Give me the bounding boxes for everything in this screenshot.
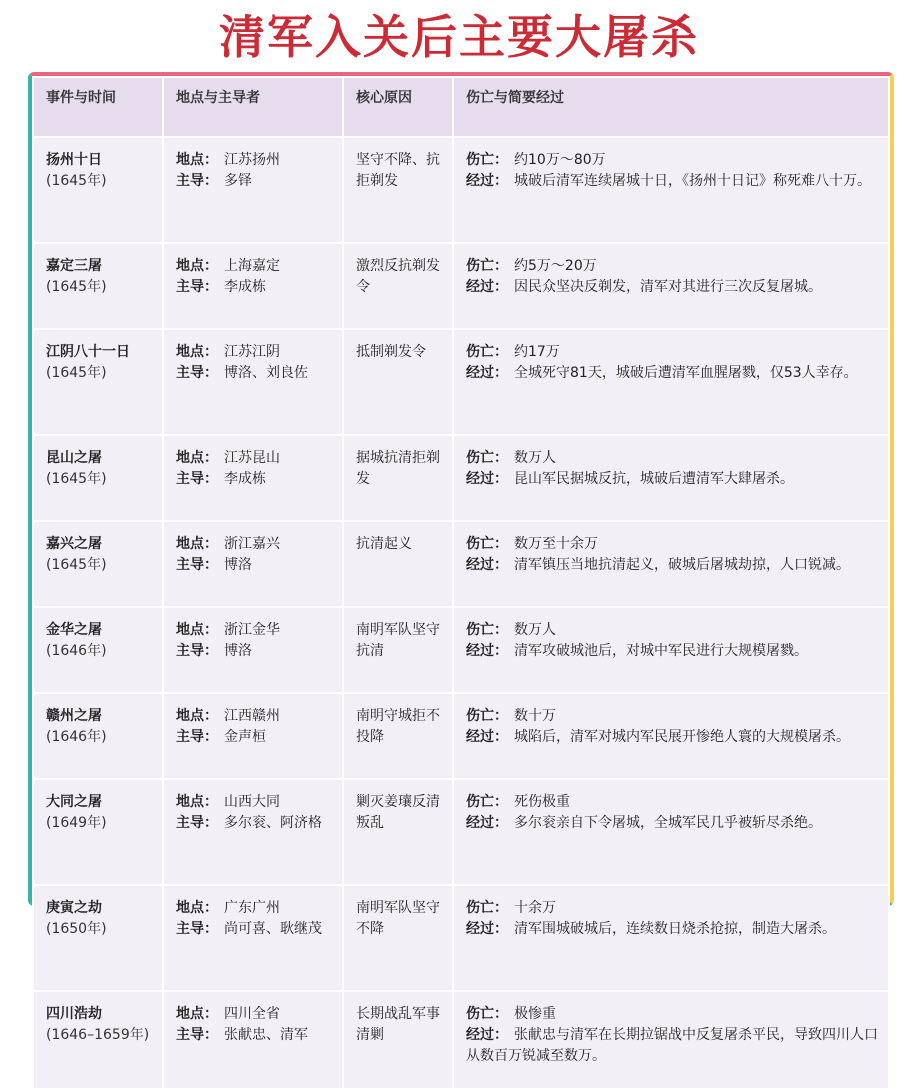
table-body [33,137,889,1089]
casualty-value: 极惨重 [514,1006,556,1022]
event-year: (1646年) [46,729,107,745]
place-leader-cell [163,435,343,521]
place-line [176,534,334,555]
header-casualty-process: 伤亡与简要经过 [453,77,889,137]
place-leader-cell [163,243,343,329]
place-leader-cell [163,779,343,885]
header-event-time: 事件与时间 [33,77,163,137]
reason-cell: 抗清起义 [343,521,453,607]
casualty-process-cell [453,329,889,435]
casualty-value: 数万至十余万 [514,536,598,552]
place-value: 浙江金华 [224,622,280,638]
process-line [466,555,880,576]
process-value: 多尔衮亲自下令屠城，全城军民几乎被斩尽杀绝。 [514,815,822,831]
leader-line [176,1025,334,1046]
casualty-line [466,256,880,277]
process-line [466,171,880,192]
leader-line [176,469,334,490]
event-year: (1646年) [46,643,107,659]
casualty-line [466,150,880,171]
casualty-process-cell [453,435,889,521]
leader-label: 主导： [176,365,218,381]
casualty-line [466,342,880,363]
casualty-value: 数万人 [514,622,556,638]
process-label: 经过： [466,173,508,189]
casualty-label: 伤亡： [466,258,508,274]
place-label: 地点： [176,1006,218,1022]
event-year: (1645年) [46,471,107,487]
leader-value: 博洛、刘良佐 [224,365,308,381]
casualty-value: 数十万 [514,708,556,724]
process-value: 城破后清军连续屠城十日，《扬州十日记》称死难八十万。 [514,173,871,189]
header-core-reason: 核心原因 [343,77,453,137]
casualty-label: 伤亡： [466,1006,508,1022]
place-line [176,150,334,171]
casualty-label: 伤亡： [466,900,508,916]
process-line [466,919,880,940]
leader-line [176,813,334,834]
place-leader-cell [163,885,343,991]
leader-value: 李成栋 [224,279,266,295]
process-line [466,277,880,298]
reason-cell: 抵制剃发令 [343,329,453,435]
event-cell [33,329,163,435]
process-value: 全城死守81天，城破后遭清军血腥屠戮，仅53人幸存。 [514,365,858,381]
leader-line [176,363,334,384]
event-name: 四川浩劫 [46,1006,102,1022]
leader-label: 主导： [176,1027,218,1043]
process-label: 经过： [466,643,508,659]
leader-value: 金声桓 [224,729,266,745]
process-label: 经过： [466,365,508,381]
place-leader-cell [163,607,343,693]
event-name: 大同之屠 [46,794,102,810]
casualty-value: 数万人 [514,450,556,466]
event-year: (1645年) [46,279,107,295]
place-line [176,898,334,919]
place-line [176,706,334,727]
process-label: 经过： [466,815,508,831]
event-name: 金华之屠 [46,622,102,638]
leader-value: 多尔衮、阿济格 [224,815,322,831]
event-cell [33,435,163,521]
place-line [176,792,334,813]
reason-cell: 长期战乱军事清剿 [343,991,453,1089]
process-line [466,641,880,662]
casualty-label: 伤亡： [466,536,508,552]
header-place-leader: 地点与主导者 [163,77,343,137]
casualty-label: 伤亡： [466,622,508,638]
event-cell [33,243,163,329]
place-label: 地点： [176,622,218,638]
casualty-value: 约17万 [514,344,560,360]
leader-label: 主导： [176,471,218,487]
leader-label: 主导： [176,557,218,573]
place-leader-cell [163,137,343,243]
casualty-process-cell [453,693,889,779]
table-row [33,243,889,329]
leader-label: 主导： [176,173,218,189]
event-name: 嘉兴之屠 [46,536,102,552]
event-cell [33,607,163,693]
event-cell [33,991,163,1089]
place-leader-cell [163,991,343,1089]
place-value: 江苏扬州 [224,152,280,168]
leader-value: 博洛 [224,557,252,573]
casualty-label: 伤亡： [466,344,508,360]
leader-label: 主导： [176,921,218,937]
process-label: 经过： [466,471,508,487]
leader-line [176,171,334,192]
leader-value: 多铎 [224,173,252,189]
event-year: (1650年) [46,921,107,937]
place-line [176,448,334,469]
casualty-line [466,898,880,919]
leader-value: 尚可喜、耿继茂 [224,921,322,937]
process-label: 经过： [466,921,508,937]
place-line [176,620,334,641]
casualty-process-cell [453,137,889,243]
leader-line [176,919,334,940]
event-name: 扬州十日 [46,152,102,168]
place-line [176,342,334,363]
casualty-process-cell [453,243,889,329]
process-label: 经过： [466,279,508,295]
process-value: 张献忠与清军在长期拉锯战中反复屠杀平民，导致四川人口从数百万锐减至数万。 [466,1027,878,1064]
leader-line [176,277,334,298]
process-value: 清军围城破城后，连续数日烧杀抢掠，制造大屠杀。 [514,921,836,937]
casualty-process-cell [453,607,889,693]
event-cell [33,521,163,607]
table-row [33,137,889,243]
process-line [466,813,880,834]
casualty-line [466,534,880,555]
place-value: 江西赣州 [224,708,280,724]
table-row [33,521,889,607]
casualty-label: 伤亡： [466,708,508,724]
place-value: 上海嘉定 [224,258,280,274]
casualty-line [466,792,880,813]
place-value: 江苏昆山 [224,450,280,466]
leader-line [176,727,334,748]
process-label: 经过： [466,557,508,573]
leader-value: 博洛 [224,643,252,659]
process-line [466,1025,880,1067]
casualty-line [466,448,880,469]
process-value: 昆山军民据城反抗，城破后遭清军大肆屠杀。 [514,471,794,487]
page-title: 清军入关后主要大屠杀 [219,10,699,64]
place-leader-cell [163,521,343,607]
place-value: 浙江嘉兴 [224,536,280,552]
event-cell [33,885,163,991]
leader-label: 主导： [176,815,218,831]
event-cell [33,137,163,243]
event-name: 昆山之屠 [46,450,102,466]
table-row [33,779,889,885]
place-value: 山西大同 [224,794,280,810]
reason-cell: 南明军队坚守抗清 [343,607,453,693]
place-label: 地点： [176,708,218,724]
table-row [33,991,889,1089]
casualty-process-cell [453,779,889,885]
process-line [466,363,880,384]
place-line [176,256,334,277]
massacre-table [32,76,890,1090]
casualty-process-cell [453,885,889,991]
reason-cell: 剿灭姜瓖反清叛乱 [343,779,453,885]
reason-cell: 南明守城拒不投降 [343,693,453,779]
event-year: (1646–1659年) [46,1027,150,1043]
process-label: 经过： [466,1027,508,1043]
place-leader-cell [163,693,343,779]
table-row [33,885,889,991]
event-year: (1649年) [46,815,107,831]
process-value: 城陷后，清军对城内军民展开惨绝人寰的大规模屠杀。 [514,729,850,745]
place-line [176,1004,334,1025]
place-value: 江苏江阴 [224,344,280,360]
table-header-row [33,77,889,137]
place-label: 地点： [176,450,218,466]
casualty-process-cell [453,991,889,1089]
place-value: 四川全省 [224,1006,280,1022]
leader-label: 主导： [176,643,218,659]
event-year: (1645年) [46,365,107,381]
process-line [466,727,880,748]
casualty-label: 伤亡： [466,794,508,810]
place-label: 地点： [176,344,218,360]
casualty-value: 十余万 [514,900,556,916]
table-row [33,435,889,521]
leader-label: 主导： [176,729,218,745]
place-label: 地点： [176,152,218,168]
casualty-value: 死伤极重 [514,794,570,810]
table-row [33,693,889,779]
event-name: 嘉定三屠 [46,258,102,274]
process-line [466,469,880,490]
place-label: 地点： [176,536,218,552]
casualty-line [466,1004,880,1025]
process-value: 清军攻破城池后，对城中军民进行大规模屠戮。 [514,643,808,659]
casualty-label: 伤亡： [466,152,508,168]
place-leader-cell [163,329,343,435]
event-cell [33,779,163,885]
place-label: 地点： [176,258,218,274]
casualty-value: 约10万～80万 [514,152,606,168]
process-label: 经过： [466,729,508,745]
table-frame [28,72,894,1064]
reason-cell: 坚守不降、抗拒剃发 [343,137,453,243]
leader-label: 主导： [176,279,218,295]
table-row [33,607,889,693]
casualty-line [466,620,880,641]
casualty-process-cell [453,521,889,607]
leader-value: 张献忠、清军 [224,1027,308,1043]
table-row [33,329,889,435]
place-label: 地点： [176,900,218,916]
casualty-label: 伤亡： [466,450,508,466]
leader-line [176,641,334,662]
event-year: (1645年) [46,173,107,189]
event-name: 赣州之屠 [46,708,102,724]
process-value: 清军镇压当地抗清起义，破城后屠城劫掠，人口锐减。 [514,557,850,573]
leader-line [176,555,334,576]
casualty-line [466,706,880,727]
leader-value: 李成栋 [224,471,266,487]
event-name: 庚寅之劫 [46,900,102,916]
event-year: (1645年) [46,557,107,573]
place-value: 广东广州 [224,900,280,916]
process-value: 因民众坚决反剃发，清军对其进行三次反复屠城。 [514,279,822,295]
reason-cell: 激烈反抗剃发令 [343,243,453,329]
casualty-value: 约5万～20万 [514,258,597,274]
reason-cell: 南明军队坚守不降 [343,885,453,991]
event-name: 江阴八十一日 [46,344,130,360]
event-cell [33,693,163,779]
place-label: 地点： [176,794,218,810]
reason-cell: 据城抗清拒剃发 [343,435,453,521]
